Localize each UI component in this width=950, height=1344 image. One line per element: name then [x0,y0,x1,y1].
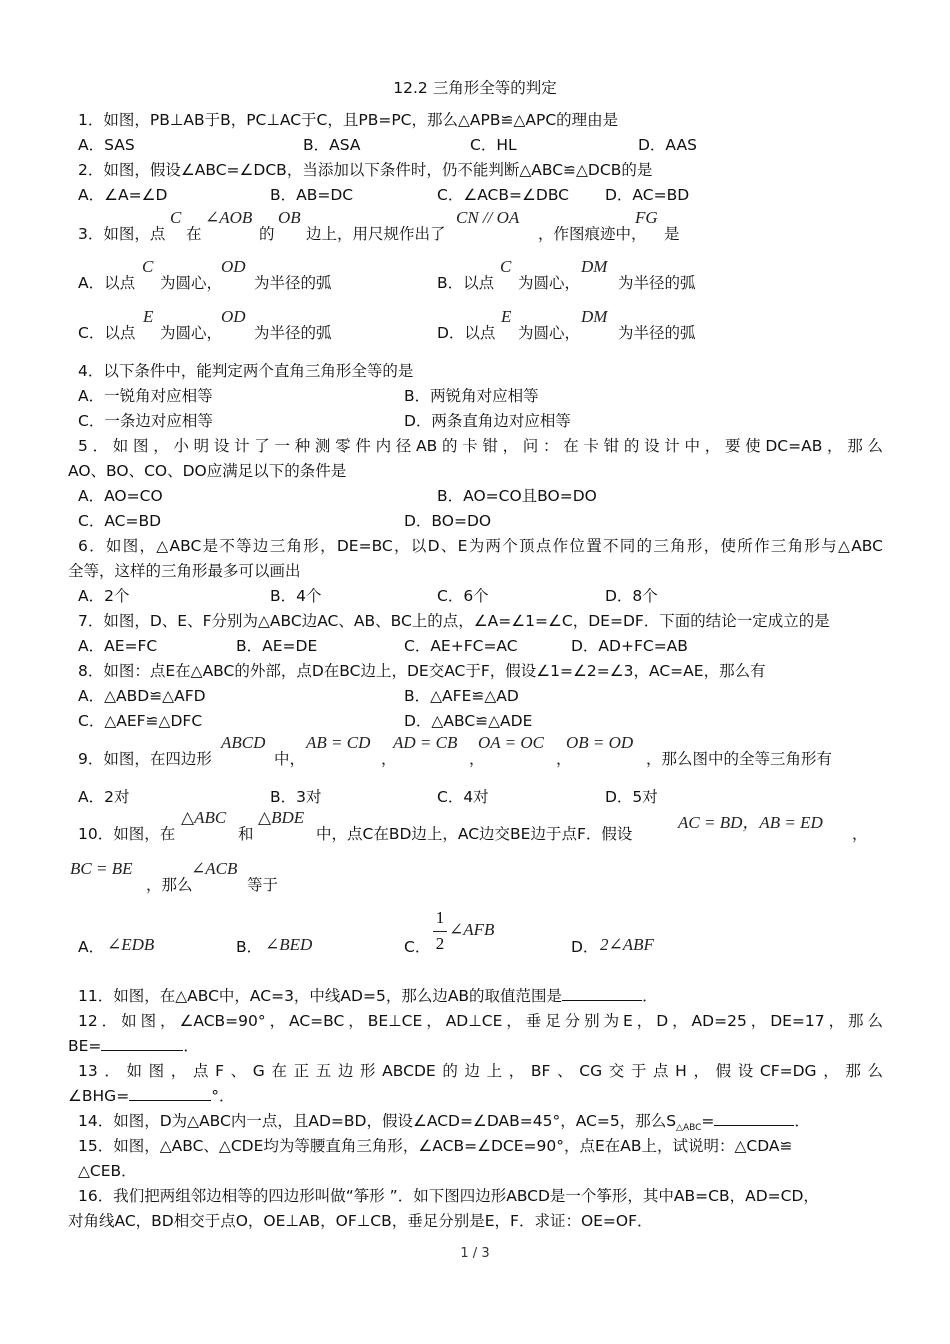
q11-line [78,986,658,1006]
q16-line-1: 16．我们把两组邻边相等的四边形叫做“筝形 ”．如下图四边形ABCD是一个筝形，其中AB=CB，AD=CD， [78,1187,819,1205]
q4-option-d: D．两条直角边对应相等 [404,412,571,430]
q14-answer-blank[interactable] [714,1111,794,1126]
q12-line-1: 12．如图，∠ACB=90°，AC=BC，BE⊥CE，AD⊥CE，垂足分别为E，D，AD=25，DE=17，那么 [78,1012,883,1030]
q5-line-2: AO、BO、CO、DO应满足以下的条件是 [68,462,347,480]
q6-option-d: D．8个 [605,587,658,605]
q5-line-1: 5．如图，小明设计了一种测零件内径AB的卡钳，问：在卡钳的设计中，要使DC=AB，那么 [78,437,883,455]
q1-option-d: D．AAS [638,136,697,154]
q10-option-b: B． [236,938,263,956]
q3-option-d-2: 为圆心， [518,324,581,342]
q10-text-4: ，那么 [146,876,193,894]
q3-option-b-radius: DM [581,257,608,276]
q10-triangle-abc: △ABC [181,808,227,827]
q15-line-1: 15．如图，△ABC、△CDE均为等腰直角三角形，∠ACB=∠DCE=90°，点E在AB上，试说明：△CDA≌ [78,1137,793,1155]
q11-text: 11．如图，在△ABC中，AC=3，中线AD=5，那么边AB的取值范围是 [78,987,563,1005]
q4-option-b: B．两锐角对应相等 [404,387,539,405]
q3-point-c: C [170,208,182,227]
q9-comma-2: ， [469,750,485,768]
q3-option-a-point: C [142,257,154,276]
q3-text-2: 在 [186,225,202,243]
q3-option-c-3: 为半径的弧 [254,324,332,342]
q10-option-a: A． [78,938,105,956]
q4-option-a: A．一锐角对应相等 [78,387,213,405]
q9-eq-3: OA = OC [478,733,544,752]
q16-line-2: 对角线AC，BD相交于点O，OE⊥AB，OF⊥CB，垂足分别是E，F．求证：OE=OF． [68,1212,653,1230]
q3-angle-aob: ∠AOB [205,208,253,227]
q14-text: 14．如图，D为△ABC内一点，且AD=BD，假设∠ACD=∠DAB=45°，AC=5，那么S [78,1112,677,1130]
q3-option-a-3: 为半径的弧 [254,274,332,292]
q7-stem: 7．如图，D、E、F分别为△ABC边AC、AB、BC上的点，∠A=∠1=∠C，DE=DF．下面的结论一定成立的是 [78,612,830,630]
q3-option-d-point: E [501,307,512,326]
q13-angle-label: ∠BHG= [68,1087,130,1105]
q11-period: ． [642,987,658,1005]
q10-option-a-math: ∠EDB [107,935,155,954]
q8-option-c: C．△AEF≌△DFC [78,712,203,730]
q10-option-c-math: ∠AFB [449,920,495,939]
q3-fg: FG [635,208,658,227]
q9-text-2: 中， [274,750,306,768]
q3-option-d-radius: DM [581,307,608,326]
q6-option-c: C．6个 [437,587,489,605]
q2-option-a: A．∠A=∠D [78,186,168,204]
q3-option-c-1: C．以点 [78,324,136,342]
q10-option-b-math: ∠BED [265,935,313,954]
q9-eq-4: OB = OD [566,733,634,752]
q6-line-2: 全等，这样的三角形最多可以画出 [68,562,301,580]
q1-option-b: B．ASA [303,136,361,154]
q14-equals: = [701,1112,715,1130]
q6-line-1: 6．如图，△ABC是不等边三角形，DE=BC，以D、E为两个顶点作位置不同的三角形，使所作三角形与△ABC [78,537,883,555]
q4-option-c: C．一条边对应相等 [78,412,213,430]
q14-line [78,1111,810,1138]
q10-text-1: 10．如图，在 [78,825,176,843]
q4-stem: 4．以下条件中，能判定两个直角三角形全等的是 [78,362,414,380]
q10-fraction-bar [433,931,447,932]
q9-comma-3: ， [556,750,572,768]
q10-text-5: 等于 [247,876,279,894]
q13-line-2 [68,1086,234,1106]
q12-be-label: BE= [68,1037,102,1055]
q12-period: ． [183,1037,199,1055]
q8-option-a: A．△ABD≌△AFD [78,687,206,705]
q3-option-a-radius: OD [221,257,246,276]
q7-option-b: B．AE=DE [236,637,318,655]
q13-line-1: 13．如图，点F、G在正五边形ABCDE的边上，BF、CG交于点H，假设CF=DG，那么 [78,1062,883,1080]
q5-option-a: A．AO=CO [78,487,163,505]
q10-option-c-denominator: 2 [435,934,445,953]
q10-text-3: 中，点C在BD边上，AC边交BE边于点F．假设 [316,825,633,843]
q12-line-2 [68,1036,199,1056]
q10-text-2: 和 [238,825,254,843]
q3-option-b-1: B．以点 [437,274,495,292]
q10-option-c-numerator: 1 [435,908,445,927]
q3-text-1: 3．如图，点 [78,225,166,243]
q3-option-c-radius: OD [221,307,246,326]
q9-option-d: D．5对 [605,788,658,806]
q10-eq-1: AC = BD，AB = ED [678,813,823,832]
page-number: 1 / 3 [460,1246,490,1261]
q2-option-c: C．∠ACB=∠DBC [437,186,570,204]
q10-option-d-math: 2∠ABF [600,935,654,954]
q10-eq-2: BC = BE [70,859,133,878]
q14-period: ． [794,1112,810,1130]
q8-option-b: B．△AFE≌△AD [404,687,519,705]
q1-option-c: C．HL [470,136,517,154]
q5-option-b: B．AO=CO且BO=DO [437,487,597,505]
q3-option-d-1: D．以点 [437,324,496,342]
q6-option-a: A．2个 [78,587,130,605]
q9-option-c: C．4对 [437,788,489,806]
q9-text-3: ，那么图中的全等三角形有 [646,750,833,768]
q10-option-d: D． [571,938,599,956]
q3-option-b-point: C [500,257,512,276]
q5-option-d: D．BO=DO [404,512,492,530]
q3-option-b-3: 为半径的弧 [618,274,696,292]
q10-option-c: C． [404,938,431,956]
q2-stem: 2．如图，假设∠ABC=∠DCB，当添加以下条件时，仍不能判断△ABC≌△DCB的是 [78,161,653,179]
q3-cn-parallel-oa: CN // OA [456,208,520,227]
q9-text-1: 9．如图，在四边形 [78,750,212,768]
q11-answer-blank[interactable] [562,986,642,1001]
q2-option-d: D．AC=BD [605,186,690,204]
q3-option-c-point: E [143,307,154,326]
q13-answer-blank[interactable] [129,1086,211,1101]
q9-eq-1: AB = CD [306,733,371,752]
q1-option-a: A．SAS [78,136,135,154]
q5-option-c: C．AC=BD [78,512,162,530]
q8-option-d: D．△ABC≌△ADE [404,712,533,730]
q3-option-a-1: A．以点 [78,274,136,292]
q15-line-2: △CEB． [78,1162,137,1180]
q3-option-c-2: 为圆心， [160,324,223,342]
q7-option-d: D．AD+FC=AB [571,637,688,655]
q3-text-6: 是 [664,225,680,243]
q3-option-b-2: 为圆心， [518,274,581,292]
q3-option-d-3: 为半径的弧 [618,324,696,342]
q10-comma: ， [852,825,868,843]
q3-option-a-2: 为圆心， [160,274,223,292]
q9-option-a: A．2对 [78,788,130,806]
q7-option-c: C．AE+FC=AC [404,637,518,655]
q7-option-a: A．AE=FC [78,637,158,655]
q3-text-3: 的 [259,225,275,243]
q6-option-b: B．4个 [270,587,322,605]
q12-answer-blank[interactable] [101,1036,183,1051]
q9-option-b: B．3对 [270,788,322,806]
q14-subscript: △ABC [676,1123,702,1134]
q9-eq-2: AD = CB [393,733,458,752]
q9-comma-1: ， [381,750,397,768]
q13-degree: °． [211,1087,235,1105]
q3-text-5: ，作图痕迹中， [538,225,647,243]
q3-ob: OB [278,208,301,227]
q1-stem: 1．如图，PB⊥AB于B，PC⊥AC于C，且PB=PC，那么△APB≌△APC的理由是 [78,111,619,129]
q9-abcd: ABCD [221,733,266,752]
q10-triangle-bde: △BDE [258,808,305,827]
q8-stem: 8．如图：点E在△ABC的外部，点D在BC边上，DE交AC于F，假设∠1=∠2=∠3，AC=AE，那么有 [78,662,766,680]
q3-text-4: 边上，用尺规作出了 [306,225,446,243]
page-title: 12.2 三角形全等的判定 [393,79,557,97]
q10-angle-acb: ∠ACB [191,859,238,878]
q2-option-b: B．AB=DC [270,186,354,204]
